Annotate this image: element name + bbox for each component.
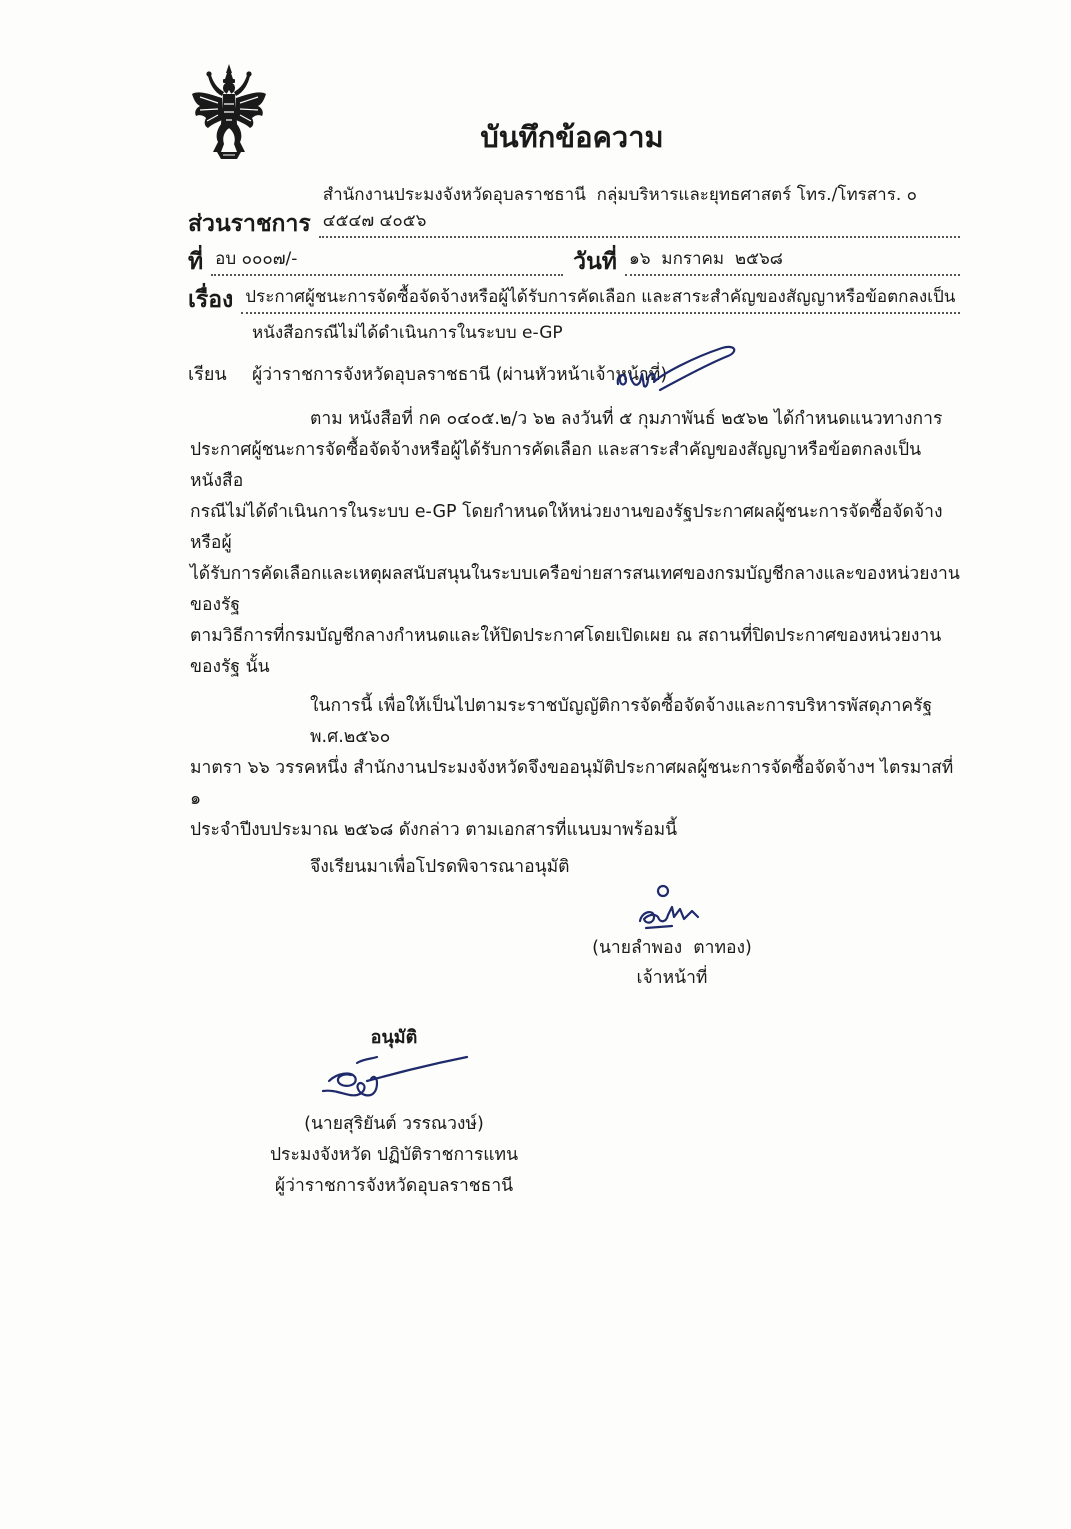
addressee-label: เรียน xyxy=(188,364,227,385)
paragraph-2 xyxy=(188,691,960,846)
officer-signature xyxy=(632,883,712,933)
officer-position: เจ้าหน้าที่ xyxy=(636,968,708,988)
closing-line: จึงเรียนมาเพื่อโปรดพิจารณาอนุมัติ xyxy=(310,857,570,877)
approver-name: (นายสุริยันต์ วรรณวงษ์) xyxy=(304,1114,484,1134)
paragraph-1-line: ตาม หนังสือที่ กค ๐๔๐๕.๒/ว ๖๒ ลงวันที่ ๕ กุมภาพันธ์ ๒๕๖๒ ได้กำหนดแนวทางการ xyxy=(310,409,943,429)
approver-position-line: ประมงจังหวัด ปฏิบัติราชการแทน xyxy=(269,1145,519,1165)
memo-content xyxy=(188,182,960,1202)
addressee-row xyxy=(188,358,960,390)
addressee-value: ผู้ว่าราชการจังหวัดอุบลราชธานี (ผ่านหัวหน้าเจ้าหน้าที่) xyxy=(252,365,668,385)
approval-block xyxy=(234,1023,554,1202)
date-label: วันที่ xyxy=(573,249,617,275)
officer-signature-block xyxy=(572,883,772,993)
initial-signature xyxy=(612,344,740,396)
paragraph-1-line: ประกาศผู้ชนะการจัดซื้อจัดจ้างหรือผู้ได้รับการคัดเลือก และสาระสำคัญของสัญญาหรือข้อตกลงเป็นหนังสือ xyxy=(190,440,922,491)
approver-signature xyxy=(317,1053,472,1109)
reference-date-row xyxy=(188,242,960,280)
subject-row xyxy=(188,280,960,318)
department-row xyxy=(188,182,960,242)
paragraph-2-line: ประจำปีงบประมาณ ๒๕๖๘ ดังกล่าว ตามเอกสารที่แนบมาพร้อมนี้ xyxy=(190,820,678,840)
officer-name: (นายลำพอง ตาทอง) xyxy=(592,938,752,958)
page-title: บันทึกข้อความ xyxy=(480,120,664,154)
department-value: สำนักงานประมงจังหวัดอุบลราชธานี กลุ่มบริหารและยุทธศาสตร์ โทร./โทรสาร. ๐ ๔๕๔๗ ๔๐๕๖ xyxy=(319,182,960,238)
subject-label: เรื่อง xyxy=(188,287,234,313)
reference-label: ที่ xyxy=(188,249,204,275)
reference-value: อบ ๐๐๐๗/- xyxy=(211,246,563,276)
date-value: ๑๖ มกราคม ๒๕๖๘ xyxy=(625,246,960,276)
approver-position-line: ผู้ว่าราชการจังหวัดอุบลราชธานี xyxy=(274,1176,514,1196)
approval-label: อนุมัติ xyxy=(370,1027,418,1048)
paragraph-2-line: มาตรา ๖๖ วรรคหนึ่ง สำนักงานประมงจังหวัดจึงขออนุมัติประกาศผลผู้ชนะการจัดซื้อจัดจ้างฯ ไตรมาสที่ ๑ xyxy=(190,758,959,809)
paragraph-1 xyxy=(188,404,960,683)
subject-line-1: ประกาศผู้ชนะการจัดซื้อจัดจ้างหรือผู้ได้รับการคัดเลือก และสาระสำคัญของสัญญาหรือข้อตกลงเป็น xyxy=(241,284,960,314)
paragraph-1-line: ได้รับการคัดเลือกและเหตุผลสนับสนุนในระบบเครือข่ายสารสนเทศของกรมบัญชีกลางและของหน่วยงานของรัฐ xyxy=(190,564,960,615)
paragraph-1-line: ตามวิธีการที่กรมบัญชีกลางกำหนดและให้ปิดประกาศโดยเปิดเผย ณ สถานที่ปิดประกาศของหน่วยงานของรัฐ นั้น xyxy=(190,626,942,677)
memo-body xyxy=(188,404,960,883)
paragraph-1-line: กรณีไม่ได้ดำเนินการในระบบ e-GP โดยกำหนดให้หน่วยงานของรัฐประกาศผลผู้ชนะการจัดซื้อจัดจ้างหรือผู้ xyxy=(190,502,943,553)
garuda-emblem xyxy=(188,64,270,164)
subject-line-2: หนังสือกรณีไม่ได้ดำเนินการในระบบ e-GP xyxy=(252,323,563,343)
department-label: ส่วนราชการ xyxy=(188,211,311,237)
paragraph-2-line: ในการนี้ เพื่อให้เป็นไปตามระราชบัญญัติการจัดซื้อจัดจ้างและการบริหารพัสดุภาครัฐ พ.ศ.๒๕๖๐ xyxy=(310,696,938,747)
